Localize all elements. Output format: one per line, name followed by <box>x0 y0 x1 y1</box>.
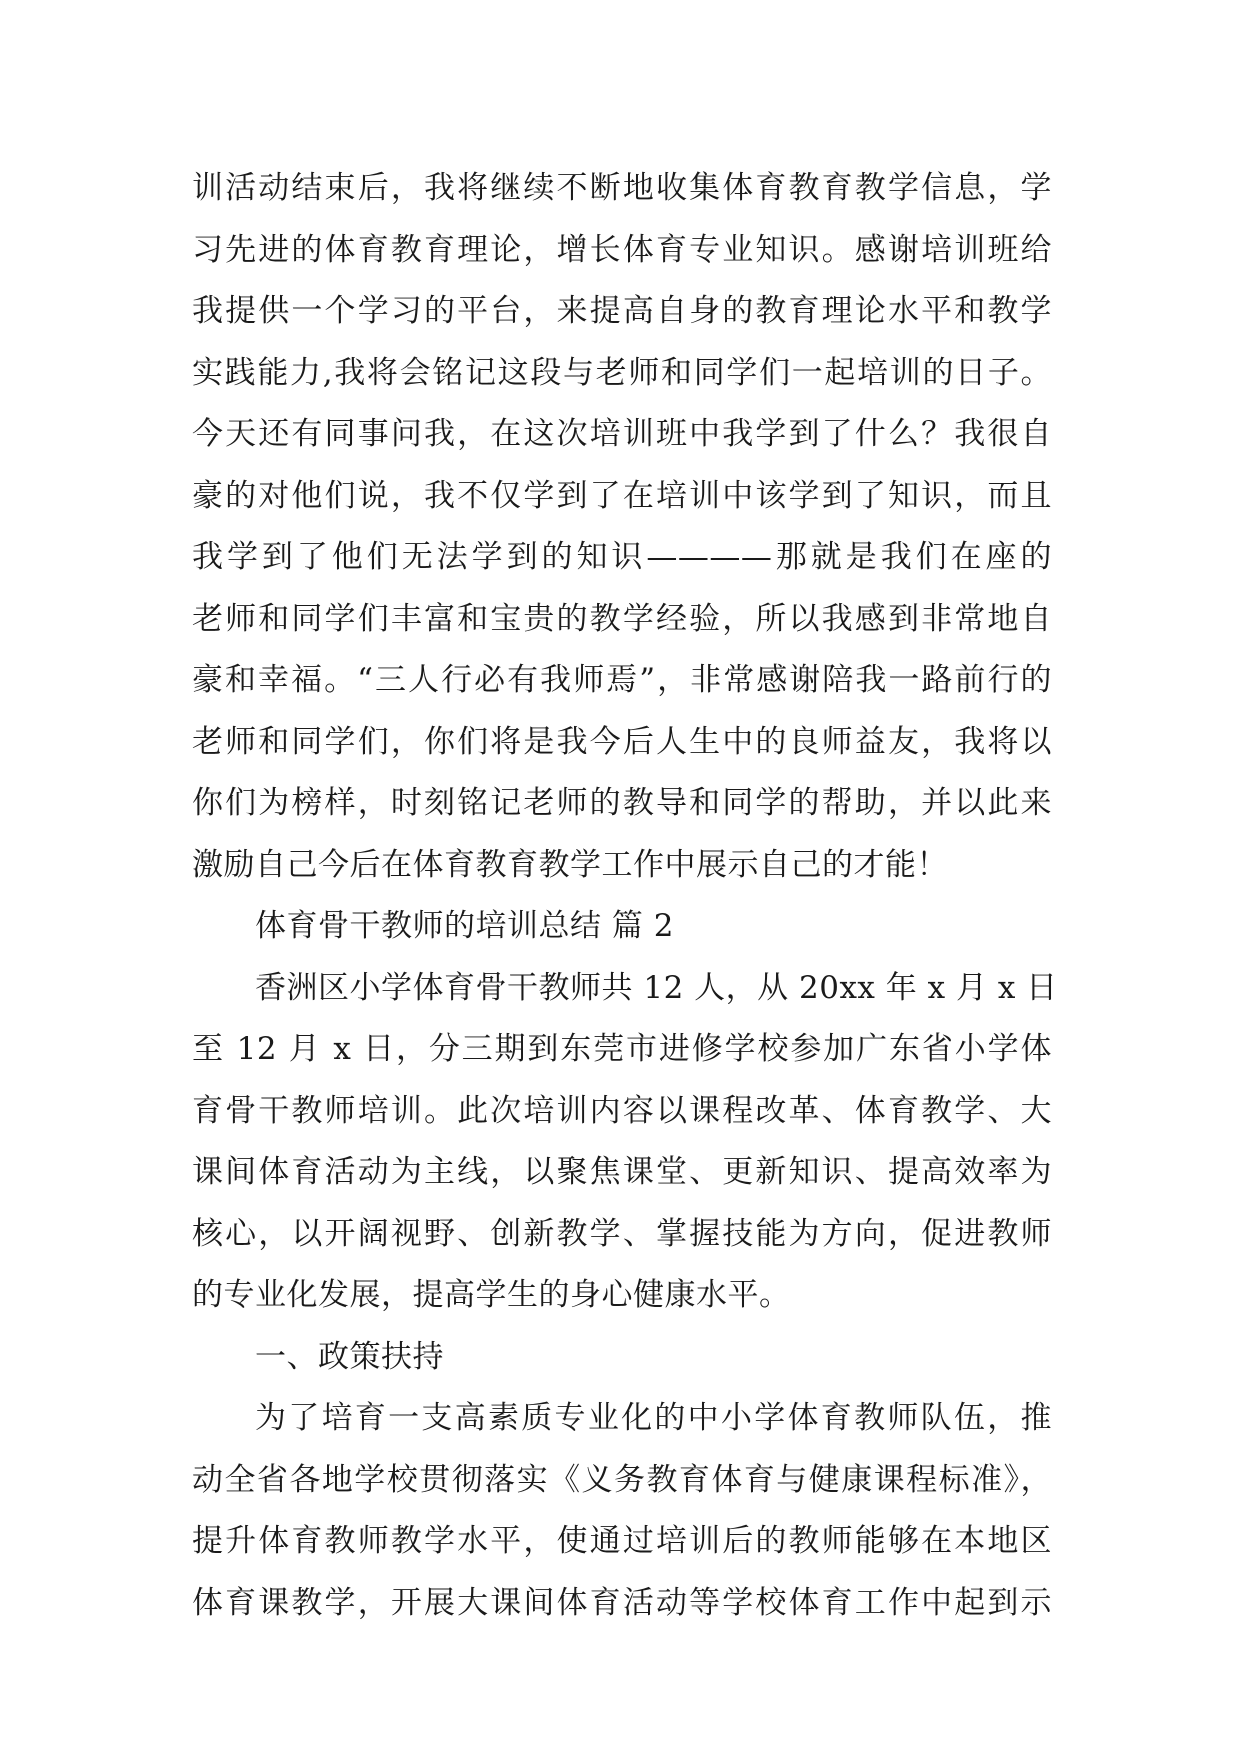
text-line: 老师和同学们丰富和宝贵的教学经验，所以我感到非常地自 <box>192 600 1052 637</box>
text-line: 豪的对他们说，我不仅学到了在培训中该学到了知识，而且 <box>192 477 1052 514</box>
text-line: 香洲区小学体育骨干教师共 12 人，从 20xx 年 x 月 x 日 <box>255 969 1058 1006</box>
text-line: 实践能力,我将会铭记这段与老师和同学们一起培训的日子。 <box>192 354 1052 391</box>
text-line: 豪和幸福。“三人行必有我师焉”，非常感谢陪我一路前行的 <box>192 662 1052 698</box>
subsection-title: 一、政策扶持 <box>255 1338 444 1375</box>
text-line: 为了培育一支高素质专业化的中小学体育教师队伍，推 <box>255 1400 1052 1436</box>
text-line: 训活动结束后，我将继续不断地收集体育教育教学信息，学 <box>192 170 1052 206</box>
text-line: 今天还有同事问我，在这次培训班中我学到了什么？我很自 <box>192 416 1052 452</box>
text-line: 至 12 月 x 日，分三期到东莞市进修学校参加广东省小学体 <box>192 1031 1052 1067</box>
text-line: 激励自己今后在体育教育教学工作中展示自己的才能！ <box>192 846 948 883</box>
text-line: 体育课教学，开展大课间体育活动等学校体育工作中起到示 <box>192 1584 1052 1621</box>
body-text <box>192 158 1058 1634</box>
text-line: 习先进的体育教育理论，增长体育专业知识。感谢培训班给 <box>192 231 1052 268</box>
section-title: 体育骨干教师的培训总结 篇 2 <box>255 908 674 944</box>
text-line: 我提供一个学习的平台，来提高自身的教育理论水平和教学 <box>192 293 1052 329</box>
text-line: 动全省各地学校贯彻落实《义务教育体育与健康课程标准》， <box>192 1461 1052 1498</box>
text-line: 你们为榜样，时刻铭记老师的教导和同学的帮助，并以此来 <box>192 785 1052 821</box>
text-line: 我学到了他们无法学到的知识————那就是我们在座的 <box>192 539 1052 575</box>
text-line: 核心，以开阔视野、创新教学、掌握技能为方向，促进教师 <box>192 1215 1052 1252</box>
text-line: 育骨干教师培训。此次培训内容以课程改革、体育教学、大 <box>192 1092 1052 1129</box>
text-line: 提升体育教师教学水平，使通过培训后的教师能够在本地区 <box>192 1523 1052 1559</box>
text-line: 的专业化发展，提高学生的身心健康水平。 <box>192 1277 791 1313</box>
text-line: 老师和同学们，你们将是我今后人生中的良师益友，我将以 <box>192 723 1052 760</box>
text-line: 课间体育活动为主线，以聚焦课堂、更新知识、提高效率为 <box>192 1154 1052 1190</box>
